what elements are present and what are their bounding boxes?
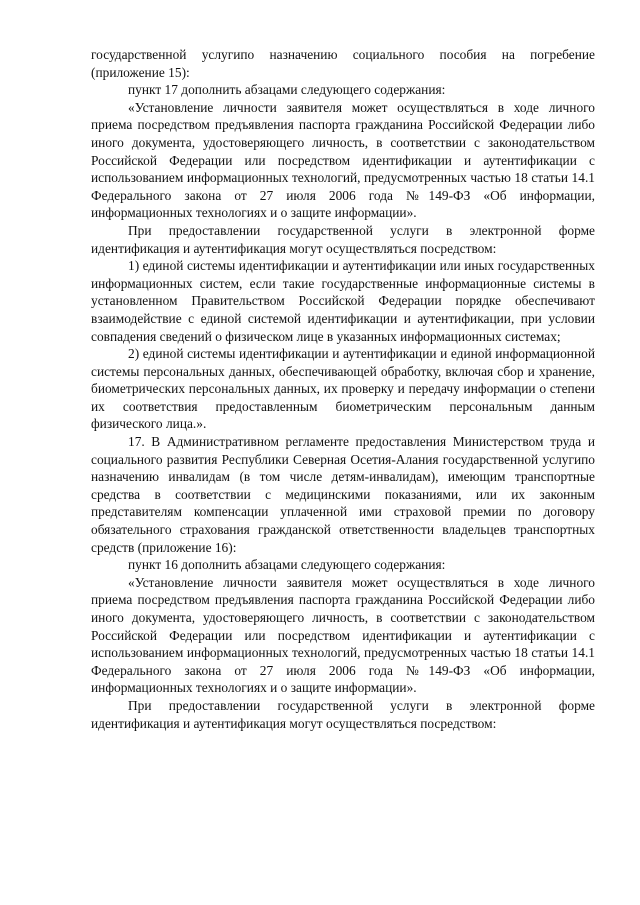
paragraph-list-item-2: 2) единой системы идентификации и аутентификации и единой информационной системы персональных данных, обеспечивающей обработку, включая сбор и хранение, биометрических персональных данных, их проверку и передачу информации о степени их соответствия предоставленным биометрическим персональным данным физического лица.». (91, 346, 595, 432)
paragraph-point-16-amendment: пункт 16 дополнить абзацами следующего содержания: (128, 557, 446, 573)
document-page (91, 46, 595, 732)
paragraph-electronic-identification-2: При предоставлении государственной услуги в электронной форме идентификация и аутентификация могут осуществляться посредством: (91, 697, 595, 731)
paragraph-identity-verification-2: «Установление личности заявителя может осуществляться в ходе личного приема посредством предъявления паспорта гражданина Российской Федерации либо иного документа, удостоверяющего личность, в соответствии с законодательством Российской Федерации или посредством идентификации и аутентификации с использованием информационных технологий, предусмотренных частью 18 статьи 14.1 Федерального закона от 27 июля 2006 года №149-ФЗ «Об информации, информационных технологиях и о защите информации». (91, 574, 595, 696)
paragraph-identity-verification: «Установление личности заявителя может осуществляться в ходе личного приема посредством предъявления паспорта гражданина Российской Федерации либо иного документа, удостоверяющего личность, в соответствии с законодательством Российской Федерации или посредством идентификации и аутентификации с использованием информационных технологий, предусмотренных частью 18 статьи 14.1 Федерального закона от 27 июля 2006 года №149-ФЗ «Об информации, информационных технологиях и о защите информации». (91, 99, 595, 221)
paragraph-point-17-amendment: пункт 17 дополнить абзацами следующего содержания: (128, 82, 446, 98)
paragraph-section-17: 17. В Административном регламенте предоставления Министерством труда и социального развития Республики Северная Осетия-Алания государственной услугипо назначению инвалидам (в том числе детям-инвалидам), имеющим транспортные средства в соответствии с медицинскими показаниями, или их законным представителям компенсации уплаченной ими страховой премии по договору обязательного страхования гражданской ответственности владельцев транспортных средств (приложение 16): (91, 434, 595, 555)
paragraph-electronic-identification: При предоставлении государственной услуги в электронной форме идентификация и аутентификация могут осуществляться посредством: (91, 222, 595, 256)
paragraph-funeral-allowance-continuation: государственной услугипо назначению социального пособия на погребение (приложение 15): (91, 47, 595, 80)
paragraph-list-item-1: 1) единой системы идентификации и аутентификации или иных государственных информационных систем, если такие государственные информационные системы в установленном Правительством Российской Федерации порядке обеспечивают взаимодействие с единой системой идентификации и аутентификации, при условии совпадения сведений о физическом лице в указанных информационных системах; (91, 258, 595, 344)
